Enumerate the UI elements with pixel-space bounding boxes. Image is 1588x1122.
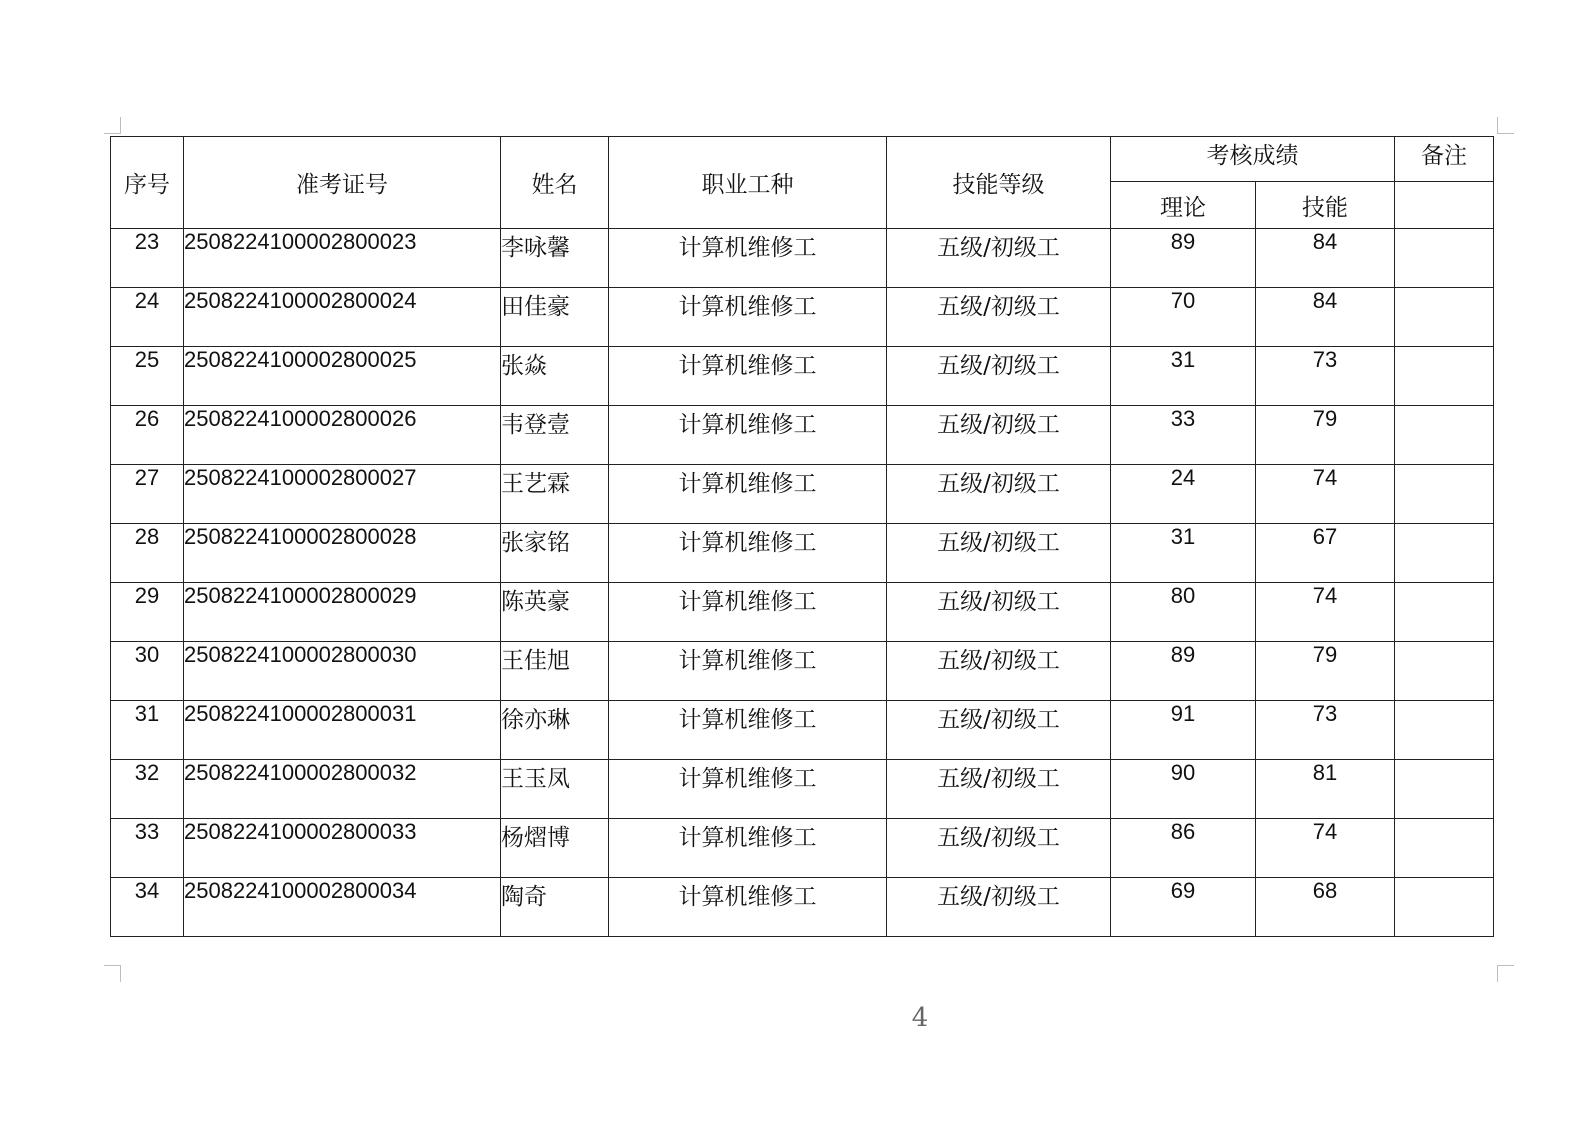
cell-theory: 70 xyxy=(1111,288,1256,347)
cell-name: 田佳豪 xyxy=(501,288,609,347)
cell-exam-id: 2508224100002800033 xyxy=(184,819,501,878)
cell-remark xyxy=(1395,583,1494,642)
cell-theory: 89 xyxy=(1111,642,1256,701)
score-table xyxy=(110,136,1494,937)
cell-name: 张焱 xyxy=(501,347,609,406)
cell-skill-level: 五级/初级工 xyxy=(887,760,1111,819)
cell-name: 韦登壹 xyxy=(501,406,609,465)
page-number: 4 xyxy=(911,1003,929,1033)
header-skill-level: 技能等级 xyxy=(887,137,1111,229)
cell-name: 杨熠博 xyxy=(501,819,609,878)
cell-occupation: 计算机维修工 xyxy=(609,406,887,465)
header-remark: 备注 xyxy=(1395,137,1494,182)
cell-occupation: 计算机维修工 xyxy=(609,583,887,642)
cell-theory: 24 xyxy=(1111,465,1256,524)
header-score-group: 考核成绩 xyxy=(1111,137,1395,182)
cell-seq: 25 xyxy=(111,347,184,406)
cell-seq: 29 xyxy=(111,583,184,642)
cell-skill-level: 五级/初级工 xyxy=(887,229,1111,288)
cell-skill-level: 五级/初级工 xyxy=(887,406,1111,465)
cell-seq: 28 xyxy=(111,524,184,583)
cell-exam-id: 2508224100002800031 xyxy=(184,701,501,760)
cell-theory: 31 xyxy=(1111,524,1256,583)
cell-name: 王佳旭 xyxy=(501,642,609,701)
cell-skill: 84 xyxy=(1256,229,1395,288)
cell-occupation: 计算机维修工 xyxy=(609,819,887,878)
crop-mark-top-left xyxy=(104,117,121,134)
header-name: 姓名 xyxy=(501,137,609,229)
cell-seq: 30 xyxy=(111,642,184,701)
header-remark-blank xyxy=(1395,182,1494,229)
cell-theory: 80 xyxy=(1111,583,1256,642)
cell-skill: 74 xyxy=(1256,819,1395,878)
cell-exam-id: 2508224100002800027 xyxy=(184,465,501,524)
cell-seq: 33 xyxy=(111,819,184,878)
cell-skill-level: 五级/初级工 xyxy=(887,465,1111,524)
table-row xyxy=(111,819,1494,878)
cell-name: 陶奇 xyxy=(501,878,609,937)
cell-remark xyxy=(1395,288,1494,347)
cell-exam-id: 2508224100002800028 xyxy=(184,524,501,583)
header-theory: 理论 xyxy=(1111,182,1256,229)
header-occupation: 职业工种 xyxy=(609,137,887,229)
crop-mark-bottom-right xyxy=(1497,965,1514,982)
cell-skill-level: 五级/初级工 xyxy=(887,878,1111,937)
cell-remark xyxy=(1395,347,1494,406)
table-row xyxy=(111,288,1494,347)
cell-remark xyxy=(1395,701,1494,760)
header-skill: 技能 xyxy=(1256,182,1395,229)
cell-theory: 91 xyxy=(1111,701,1256,760)
cell-seq: 24 xyxy=(111,288,184,347)
cell-skill: 74 xyxy=(1256,465,1395,524)
cell-skill: 73 xyxy=(1256,347,1395,406)
cell-theory: 86 xyxy=(1111,819,1256,878)
table-row xyxy=(111,583,1494,642)
table-row xyxy=(111,760,1494,819)
crop-mark-top-right xyxy=(1497,117,1514,134)
cell-skill: 81 xyxy=(1256,760,1395,819)
cell-skill: 79 xyxy=(1256,642,1395,701)
cell-seq: 23 xyxy=(111,229,184,288)
cell-skill-level: 五级/初级工 xyxy=(887,583,1111,642)
cell-theory: 33 xyxy=(1111,406,1256,465)
cell-name: 王艺霖 xyxy=(501,465,609,524)
cell-theory: 31 xyxy=(1111,347,1256,406)
cell-skill-level: 五级/初级工 xyxy=(887,701,1111,760)
cell-remark xyxy=(1395,406,1494,465)
cell-occupation: 计算机维修工 xyxy=(609,760,887,819)
cell-exam-id: 2508224100002800026 xyxy=(184,406,501,465)
table-row xyxy=(111,465,1494,524)
cell-occupation: 计算机维修工 xyxy=(609,229,887,288)
cell-exam-id: 2508224100002800034 xyxy=(184,878,501,937)
cell-skill: 67 xyxy=(1256,524,1395,583)
cell-remark xyxy=(1395,819,1494,878)
table-row xyxy=(111,347,1494,406)
cell-skill-level: 五级/初级工 xyxy=(887,642,1111,701)
cell-seq: 34 xyxy=(111,878,184,937)
cell-theory: 69 xyxy=(1111,878,1256,937)
cell-occupation: 计算机维修工 xyxy=(609,701,887,760)
cell-name: 王玉凤 xyxy=(501,760,609,819)
table-row xyxy=(111,406,1494,465)
cell-exam-id: 2508224100002800025 xyxy=(184,347,501,406)
cell-exam-id: 2508224100002800024 xyxy=(184,288,501,347)
cell-occupation: 计算机维修工 xyxy=(609,524,887,583)
cell-name: 李咏馨 xyxy=(501,229,609,288)
cell-remark xyxy=(1395,642,1494,701)
cell-name: 徐亦琳 xyxy=(501,701,609,760)
cell-name: 陈英豪 xyxy=(501,583,609,642)
cell-seq: 27 xyxy=(111,465,184,524)
cell-skill: 68 xyxy=(1256,878,1395,937)
cell-skill: 73 xyxy=(1256,701,1395,760)
cell-seq: 32 xyxy=(111,760,184,819)
cell-exam-id: 2508224100002800030 xyxy=(184,642,501,701)
cell-skill: 84 xyxy=(1256,288,1395,347)
cell-theory: 90 xyxy=(1111,760,1256,819)
cell-remark xyxy=(1395,229,1494,288)
table-row xyxy=(111,524,1494,583)
cell-seq: 26 xyxy=(111,406,184,465)
cell-occupation: 计算机维修工 xyxy=(609,347,887,406)
cell-exam-id: 2508224100002800023 xyxy=(184,229,501,288)
cell-remark xyxy=(1395,760,1494,819)
cell-exam-id: 2508224100002800029 xyxy=(184,583,501,642)
cell-name: 张家铭 xyxy=(501,524,609,583)
cell-occupation: 计算机维修工 xyxy=(609,642,887,701)
cell-theory: 89 xyxy=(1111,229,1256,288)
cell-skill: 74 xyxy=(1256,583,1395,642)
cell-occupation: 计算机维修工 xyxy=(609,465,887,524)
cell-occupation: 计算机维修工 xyxy=(609,288,887,347)
crop-mark-bottom-left xyxy=(104,965,121,982)
table-row xyxy=(111,701,1494,760)
cell-seq: 31 xyxy=(111,701,184,760)
header-seq: 序号 xyxy=(111,137,184,229)
header-exam-id: 准考证号 xyxy=(184,137,501,229)
cell-remark xyxy=(1395,524,1494,583)
cell-skill-level: 五级/初级工 xyxy=(887,347,1111,406)
cell-skill-level: 五级/初级工 xyxy=(887,288,1111,347)
cell-skill-level: 五级/初级工 xyxy=(887,524,1111,583)
cell-skill-level: 五级/初级工 xyxy=(887,819,1111,878)
cell-remark xyxy=(1395,878,1494,937)
cell-occupation: 计算机维修工 xyxy=(609,878,887,937)
cell-remark xyxy=(1395,465,1494,524)
table-row xyxy=(111,878,1494,937)
cell-skill: 79 xyxy=(1256,406,1395,465)
table-row xyxy=(111,642,1494,701)
cell-exam-id: 2508224100002800032 xyxy=(184,760,501,819)
table-row xyxy=(111,229,1494,288)
